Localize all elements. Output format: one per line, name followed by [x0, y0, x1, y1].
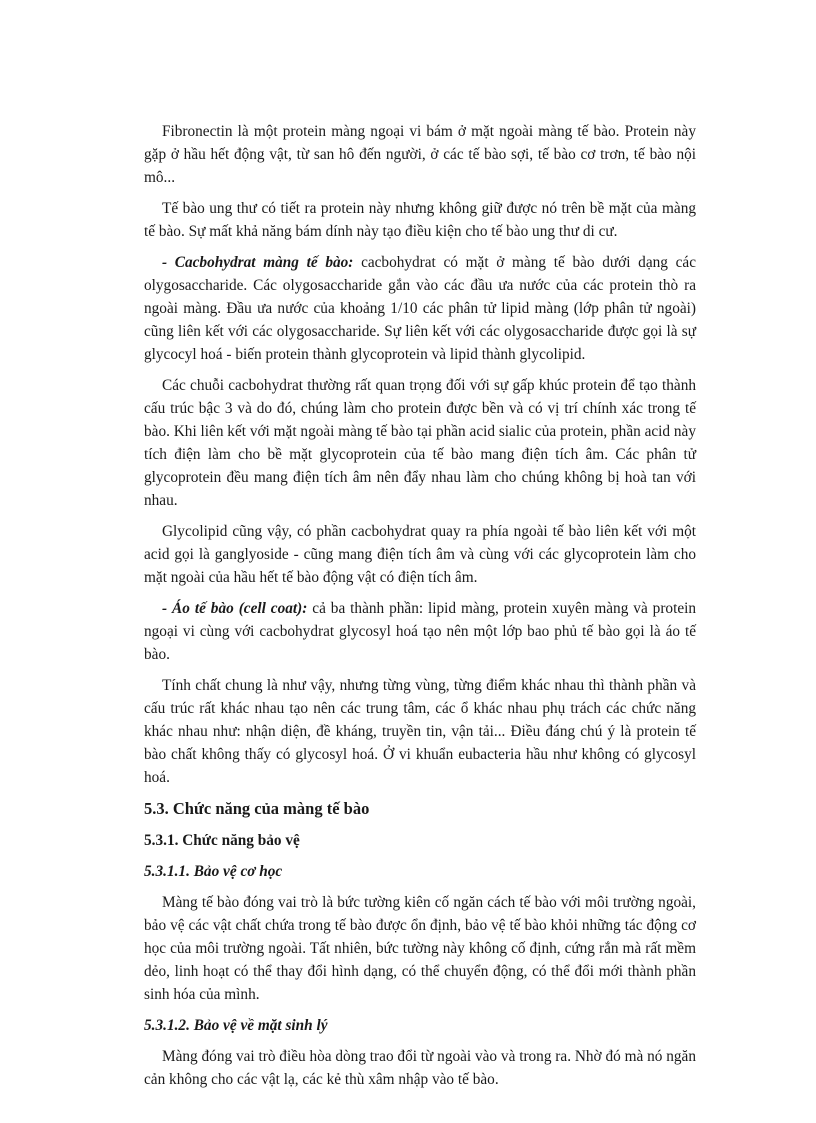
paragraph-general-properties: Tính chất chung là như vậy, nhưng từng vùng, từng điểm khác nhau thì thành phần và cấu trúc rất khác nhau tạo nên các trung tâm, các ổ khác nhau phụ trách các chức năng khác nhau như: nhận diện, đề kháng, truyền tin, vận tải... Điều đáng chú ý là protein tế bào chất không thấy có glycosyl hoá. Ở vi khuẩn eubacteria hầu như không có glycosyl hoá. — [144, 677, 696, 786]
heading-section-5-3-1-1: 5.3.1.1. Bảo vệ cơ học — [144, 863, 283, 880]
paragraph-carbohydrate-chains: Các chuỗi cacbohydrat thường rất quan trọng đối với sự gấp khúc protein để tạo thành cấu trúc bậc 3 và do đó, chúng làm cho protein được bền và có vị trí chính xác trong tế bào. Khi liên kết với mặt ngoài màng tế bào tại phần acid sialic của protein, phần acid này tích điện làm cho bề mặt glycoprotein của tế bào mang điện tích âm. Các phân tử glycoprotein đều mang điện tích âm nên đẩy nhau làm cho chúng không bị hoà tan với nhau. — [144, 377, 696, 509]
paragraph-mechanical-protection: Màng tế bào đóng vai trò là bức tường kiên cố ngăn cách tế bào với môi trường ngoài, bảo vệ các vật chất chứa trong tế bào được ổn định, bảo vệ tế bào khỏi những tác động cơ học của môi trường ngoài. Tất nhiên, bức tường này không cố định, cứng rắn mà rất mềm dẻo, linh hoạt có thể thay đổi hình dạng, có thể chuyển động, có thể đổi mới thành phần sinh hóa của mình. — [144, 894, 696, 1003]
paragraph-physiological-protection: Màng đóng vai trò điều hòa dòng trao đổi từ ngoài vào và trong ra. Nhờ đó mà nó ngăn cản không cho các vật lạ, các kẻ thù xâm nhập vào tế bào. — [144, 1048, 696, 1088]
carbohydrate-text: cacbohydrat có mặt ở màng tế bào dưới dạng các olygosaccharide. Các olygosaccharide gắn vào các đầu ưa nước của các protein thò ra ngoài màng. Đầu ưa nước của khoảng 1/10 các phân tử lipid màng (lớp phân tử ngoài) cũng liên kết với các olygosaccharide. Sự liên kết với các olygosaccharide được gọi là sự glycocyl hoá - biến protein thành glycoprotein và lipid thành glycolipid. — [144, 254, 696, 363]
heading-section-5-3: 5.3. Chức năng của màng tế bào — [144, 799, 370, 818]
paragraph-cancer-cells: Tế bào ung thư có tiết ra protein này nhưng không giữ được nó trên bề mặt của màng tế bào. Sự mất khả năng bám dính này tạo điều kiện cho tế bào ung thư di cư. — [144, 200, 696, 240]
paragraph-fibronectin: Fibronectin là một protein màng ngoại vi bám ở mặt ngoài màng tế bào. Protein này gặp ở hầu hết động vật, từ san hô đến người, ở các tế bào sợi, tế bào cơ trơn, tế bào nội mô... — [144, 123, 696, 186]
paragraph-cell-coat — [144, 597, 696, 666]
cell-coat-text: cả ba thành phần: lipid màng, protein xuyên màng và protein ngoại vi cùng với cacbohydrat glycosyl hoá tạo nên một lớp bao phủ tế bào gọi là áo tế bào. — [144, 600, 697, 663]
heading-section-5-3-1: 5.3.1. Chức năng bảo vệ — [144, 832, 300, 849]
paragraph-carbohydrate — [144, 251, 696, 366]
carbohydrate-lead: - Cacbohydrat màng tế bào: — [162, 254, 354, 271]
heading-section-5-3-1-2: 5.3.1.2. Bảo vệ về mặt sinh lý — [144, 1017, 328, 1034]
cell-coat-lead: - Áo tế bào (cell coat): — [162, 600, 308, 617]
document-page — [144, 120, 696, 1099]
paragraph-glycolipid: Glycolipid cũng vậy, có phần cacbohydrat quay ra phía ngoài tế bào liên kết với một acid gọi là ganglyoside - cũng mang điện tích âm và cùng với các glycoprotein làm cho mặt ngoài của hầu hết tế bào động vật có điện tích âm. — [144, 523, 696, 586]
